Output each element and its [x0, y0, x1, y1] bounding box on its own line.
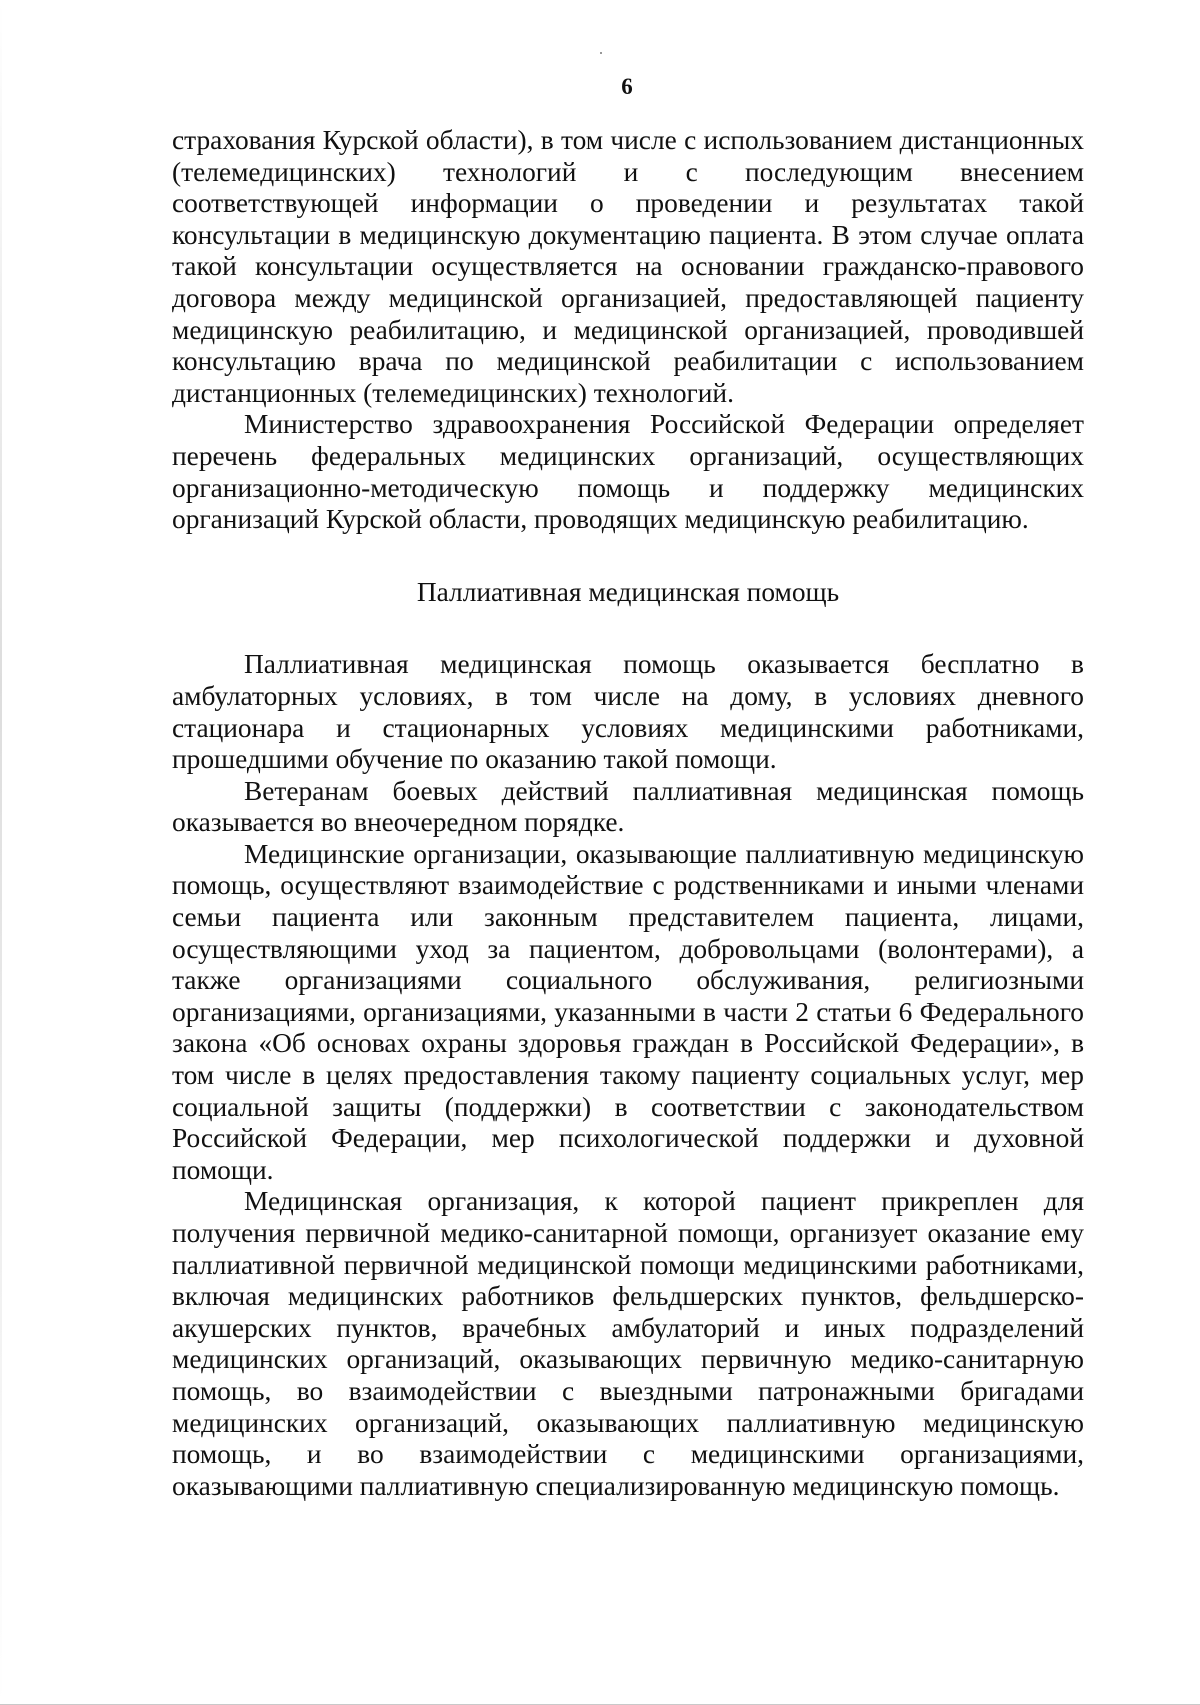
paragraph-interaction: Медицинские организации, оказывающие паллиативную медицинскую помощь, осуществляют взаимодействие с родственниками и иными членами семьи пациента или законным представителем пациента, лицами, осуществляющими уход за пациентом, добровольцами (волонтерами), а также организациями социального обслуживания, религиозными организациями, организациями, указанными в части 2 статьи 6 Федерального закона «Об основах охраны здоровья граждан в Российской Федерации», в том числе в целях предоставления такому пациенту социальных услуг, мер социальной защиты (поддержки) в соответствии с законодательством Российской Федерации, мер психологической поддержки и духовной помощи. — [172, 838, 1084, 1185]
scan-left-edge — [0, 0, 2, 1705]
paragraph-primary-care: Медицинская организация, к которой пациент прикреплен для получения первичной медико-санитарной помощи, организует оказание ему паллиативной первичной медицинской помощи медицинскими работниками, включая медицинских работников фельдшерских пунктов, фельдшерско-акушерских пунктов, врачебных амбулаторий и иных подразделений медицинских организаций, оказывающих первичную медико-санитарную помощь, во взаимодействии с выездными патронажными бригадами медицинских организаций, оказывающих паллиативную медицинскую помощь, и во взаимодействии с медицинскими организациями, оказывающими паллиативную специализированную медицинскую помощь. — [172, 1186, 1084, 1501]
paragraph-ministry: Министерство здравоохранения Российской Федерации определяет перечень федеральных медицинских организаций, осуществляющих организационно-методическую помощь и поддержку медицинских организаций Курской области, проводящих медицинскую реабилитацию. — [172, 409, 1084, 535]
paragraph-continuation: страхования Курской области), в том числе с использованием дистанционных (телемедицинских) технологий и с последующим внесением соответствующей информации о проведении и результатах такой консультации в медицинскую документацию пациента. В этом случае оплата такой консультации осуществляется на основании гражданско-правового договора между медицинской организацией, предоставляющей пациенту медицинскую реабилитацию, и медицинской организацией, проводившей консультацию врача по медицинской реабилитации с использованием дистанционных (телемедицинских) технологий. — [172, 125, 1084, 408]
scan-artifact-dot — [600, 52, 602, 54]
section-heading: Паллиативная медицинская помощь — [416, 576, 840, 607]
paragraph-veterans: Ветеранам боевых действий паллиативная медицинская помощь оказывается во внеочередном порядке. — [172, 775, 1084, 838]
page-number: 6 — [621, 74, 633, 99]
paragraph-palliative-free: Паллиативная медицинская помощь оказывается бесплатно в амбулаторных условиях, в том числе на дому, в условиях дневного стационара и стационарных условиях медицинскими работниками, прошедшими обучение по оказанию такой помощи. — [172, 649, 1084, 775]
document-body — [172, 125, 1084, 1502]
